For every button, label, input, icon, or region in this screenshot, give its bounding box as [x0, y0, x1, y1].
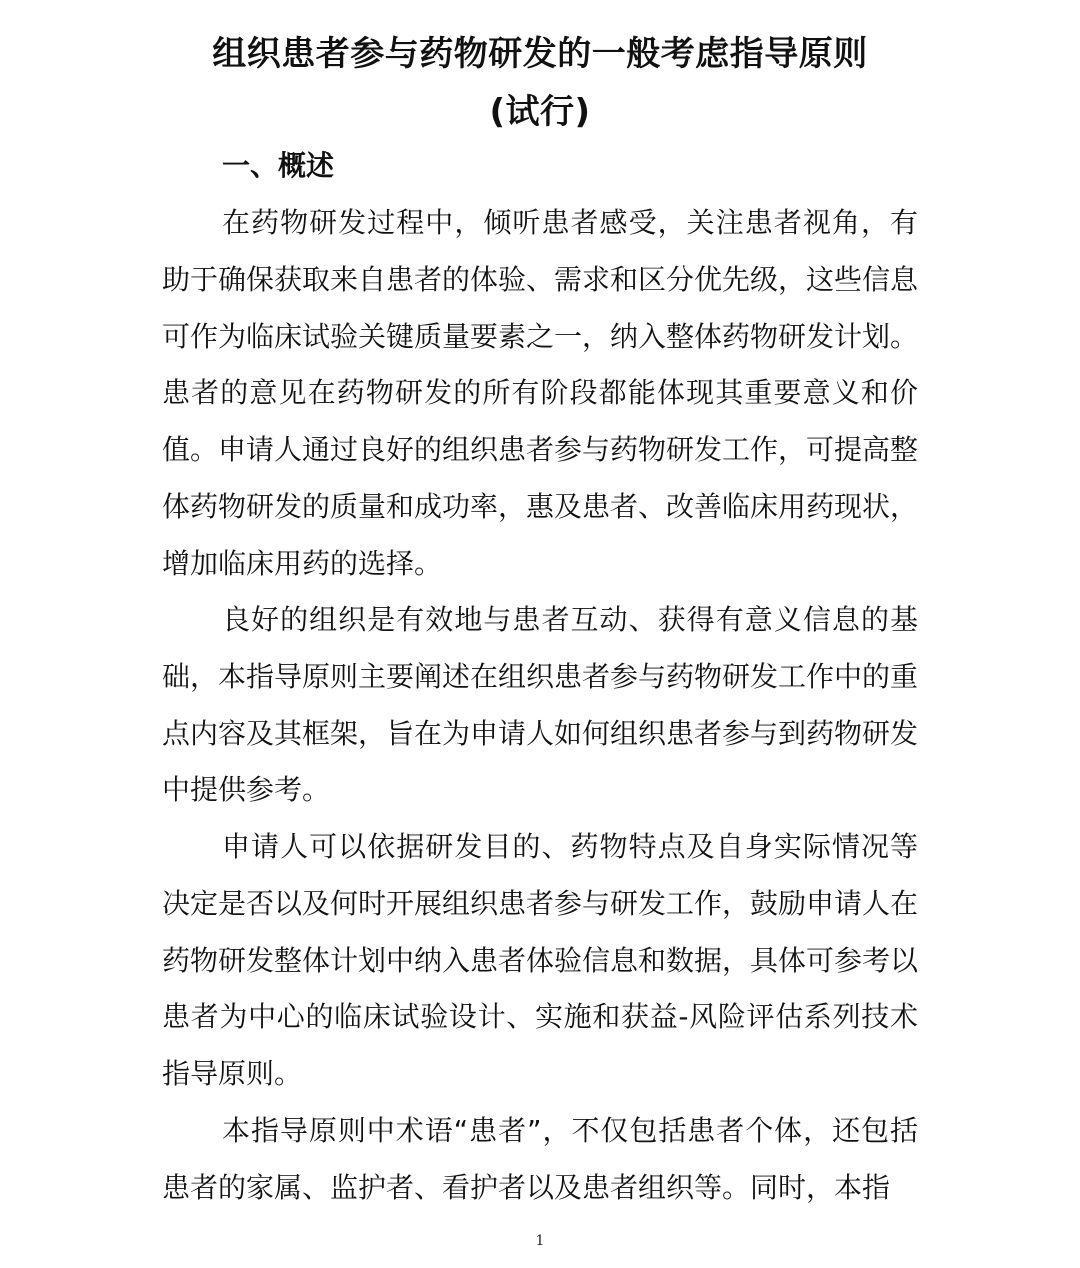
- document-title: 组织患者参与药物研发的一般考虑指导原则: [212, 34, 868, 74]
- body-paragraph: 良好的组织是有效地与患者互动、获得有意义信息的基础，本指导原则主要阐述在组织患者参与药物研发工作中的重点内容及其框架，旨在为申请人如何组织患者参与到药物研发中提供参考。: [162, 603, 919, 807]
- page-number: 1: [535, 1233, 545, 1249]
- section-heading-overview: 一、概述: [222, 149, 335, 182]
- body-paragraph: 在药物研发过程中，倾听患者感受，关注患者视角，有助于确保获取来自患者的体验、需求和区分优先级，这些信息可作为临床试验关键质量要素之一，纳入整体药物研发计划。患者的意见在药物研发的所有阶段都能体现其重要意义和价值。申请人通过良好的组织患者参与药物研发工作，可提高整体药物研发的质量和成功率，惠及患者、改善临床用药现状，增加临床用药的选择。: [162, 206, 919, 580]
- body-paragraph: 申请人可以依据研发目的、药物特点及自身实际情况等决定是否以及何时开展组织患者参与研发工作，鼓励申请人在药物研发整体计划中纳入患者体验信息和数据，具体可参考以患者为中心的临床试验设计、实施和获益-风险评估系列技术指导原则。: [162, 830, 919, 1091]
- body-paragraph: 本指导原则中术语“患者”，不仅包括患者个体，还包括患者的家属、监护者、看护者以及患者组织等。同时，本指: [162, 1114, 918, 1204]
- document-subtitle: (试行): [489, 92, 591, 132]
